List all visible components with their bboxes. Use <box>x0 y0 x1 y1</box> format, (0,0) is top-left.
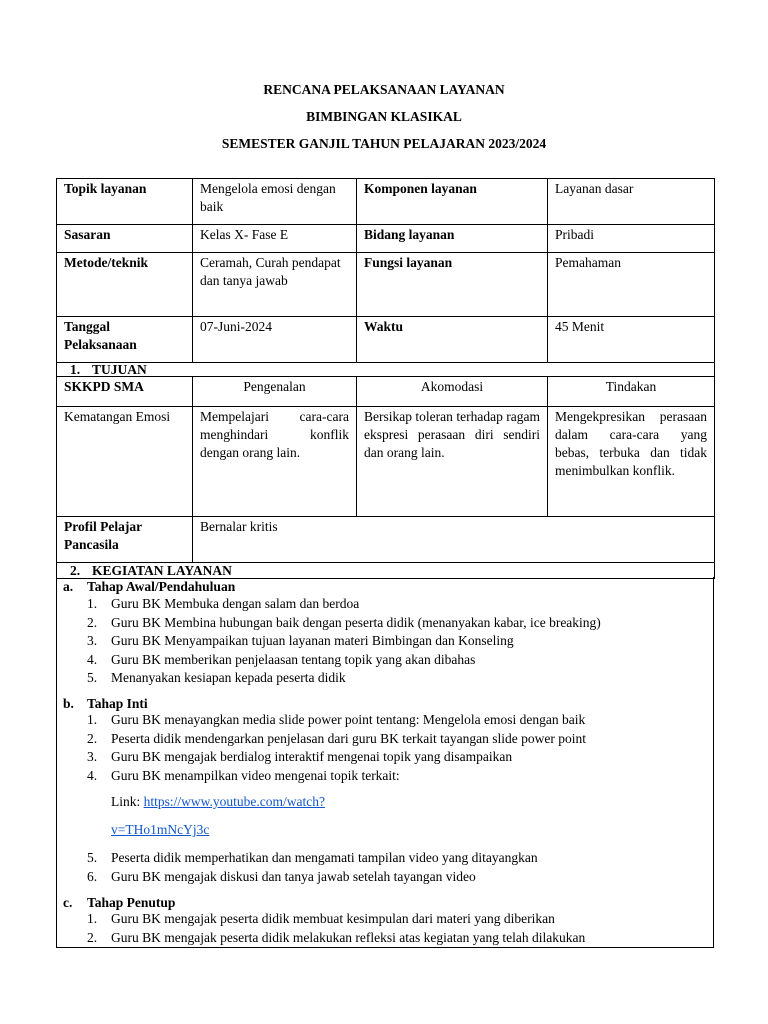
profil-value: Bernalar kritis <box>193 517 715 563</box>
bidang-label: Bidang layanan <box>357 225 548 253</box>
waktu-label: Waktu <box>357 317 548 363</box>
profil-label: Profil Pelajar Pancasila <box>57 517 193 563</box>
pengenalan-value: Mempelajari cara-cara menghindari konflik dengan orang lain. <box>193 407 357 517</box>
rpl-table <box>56 178 715 579</box>
doc-title-line3: SEMESTER GANJIL TAHUN PELAJARAN 2023/2024 <box>221 136 547 151</box>
phase-inti-list-continued <box>87 849 538 886</box>
phase-penutup-list <box>87 910 585 947</box>
list-item: 4. Guru BK menampilkan video mengenai topik terkait: <box>87 767 400 783</box>
topik-value: Mengelola emosi dengan baik <box>193 179 357 225</box>
list-item: 5. Menanyakan kesiapan kepada peserta didik <box>87 670 346 685</box>
topik-label: Topik layanan <box>57 179 193 225</box>
kegiatan-number: 2. <box>70 563 81 578</box>
tanggal-label: Tanggal Pelaksanaan <box>57 317 193 363</box>
kegiatan-title: KEGIATAN LAYANAN <box>92 563 232 578</box>
video-link-line1: Link: https://www.youtube.com/watch? <box>111 794 325 809</box>
list-item: 1. Guru BK Membuka dengan salam dan berdoa <box>87 596 360 611</box>
tujuan-section-title <box>57 363 715 377</box>
tujuan-number: 1. <box>70 362 81 377</box>
akomodasi-value: Bersikap toleran terhadap ragam ekspresi perasaan diri sendiri dan orang lain. <box>357 407 548 517</box>
akomodasi-header: Akomodasi <box>357 377 548 407</box>
doc-title-line2: BIMBINGAN KLASIKAL <box>306 109 462 124</box>
list-item: 2. Guru BK Membina hubungan baik dengan peserta didik (menanyakan kabar, ice breaking) <box>87 614 601 630</box>
fungsi-value: Pemahaman <box>548 253 715 317</box>
tindakan-value: Mengekpresikan perasaan dalam cara-cara yang bebas, terbuka dan tidak menimbulkan konflik. <box>548 407 715 517</box>
sasaran-value: Kelas X- Fase E <box>193 225 357 253</box>
list-item: 2. Guru BK mengajak peserta didik melakukan refleksi atas kegiatan yang telah dilakukan <box>87 929 586 945</box>
metode-value: Ceramah, Curah pendapat dan tanya jawab <box>193 253 357 317</box>
phase-awal-title: a. Tahap Awal/Pendahuluan <box>63 579 236 594</box>
waktu-value: 45 Menit <box>548 317 715 363</box>
youtube-link[interactable]: https://www.youtube.com/watch? <box>143 794 325 809</box>
list-item: 3. Guru BK Menyampaikan tujuan layanan materi Bimbingan dan Konseling <box>87 633 514 648</box>
list-item: 5. Peserta didik memperhatikan dan mengamati tampilan video yang ditayangkan <box>87 850 538 865</box>
youtube-link-continued[interactable]: v=THo1mNcYj3c <box>111 822 210 837</box>
fungsi-label: Fungsi layanan <box>357 253 548 317</box>
tujuan-title: TUJUAN <box>92 362 147 377</box>
list-item: 1. Guru BK mengajak peserta didik membuat kesimpulan dari materi yang diberikan <box>87 911 555 926</box>
list-item: 2. Peserta didik mendengarkan penjelasan dari guru BK terkait tayangan slide power point <box>87 730 586 746</box>
metode-label: Metode/teknik <box>57 253 193 317</box>
phase-inti-title: b. Tahap Inti <box>63 696 148 711</box>
list-item: 1. Guru BK menayangkan media slide power point tentang: Mengelola emosi dengan baik <box>87 712 586 727</box>
phase-penutup-title: c. Tahap Penutup <box>63 895 176 910</box>
pengenalan-header: Pengenalan <box>193 377 357 407</box>
phase-inti-list <box>87 711 586 785</box>
bidang-value: Pribadi <box>548 225 715 253</box>
list-item: 6. Guru BK mengajak diskusi dan tanya jawab setelah tayangan video <box>87 868 476 884</box>
video-link-line2 <box>111 821 209 840</box>
list-item: 4. Guru BK memberikan penjelaasan tentang topik yang akan dibahas <box>87 651 476 667</box>
list-item: 3. Guru BK mengajak berdialog interaktif mengenai topik yang disampaikan <box>87 749 513 764</box>
tindakan-header: Tindakan <box>548 377 715 407</box>
skkpd-header: SKKPD SMA <box>57 377 193 407</box>
komponen-value: Layanan dasar <box>548 179 715 225</box>
kematangan-emosi-label: Kematangan Emosi <box>57 407 193 517</box>
sasaran-label: Sasaran <box>57 225 193 253</box>
doc-title-line1: RENCANA PELAKSANAAN LAYANAN <box>263 82 505 97</box>
tanggal-value: 07-Juni-2024 <box>193 317 357 363</box>
phase-awal-list <box>87 595 601 688</box>
kegiatan-content <box>56 577 714 948</box>
komponen-label: Komponen layanan <box>357 179 548 225</box>
